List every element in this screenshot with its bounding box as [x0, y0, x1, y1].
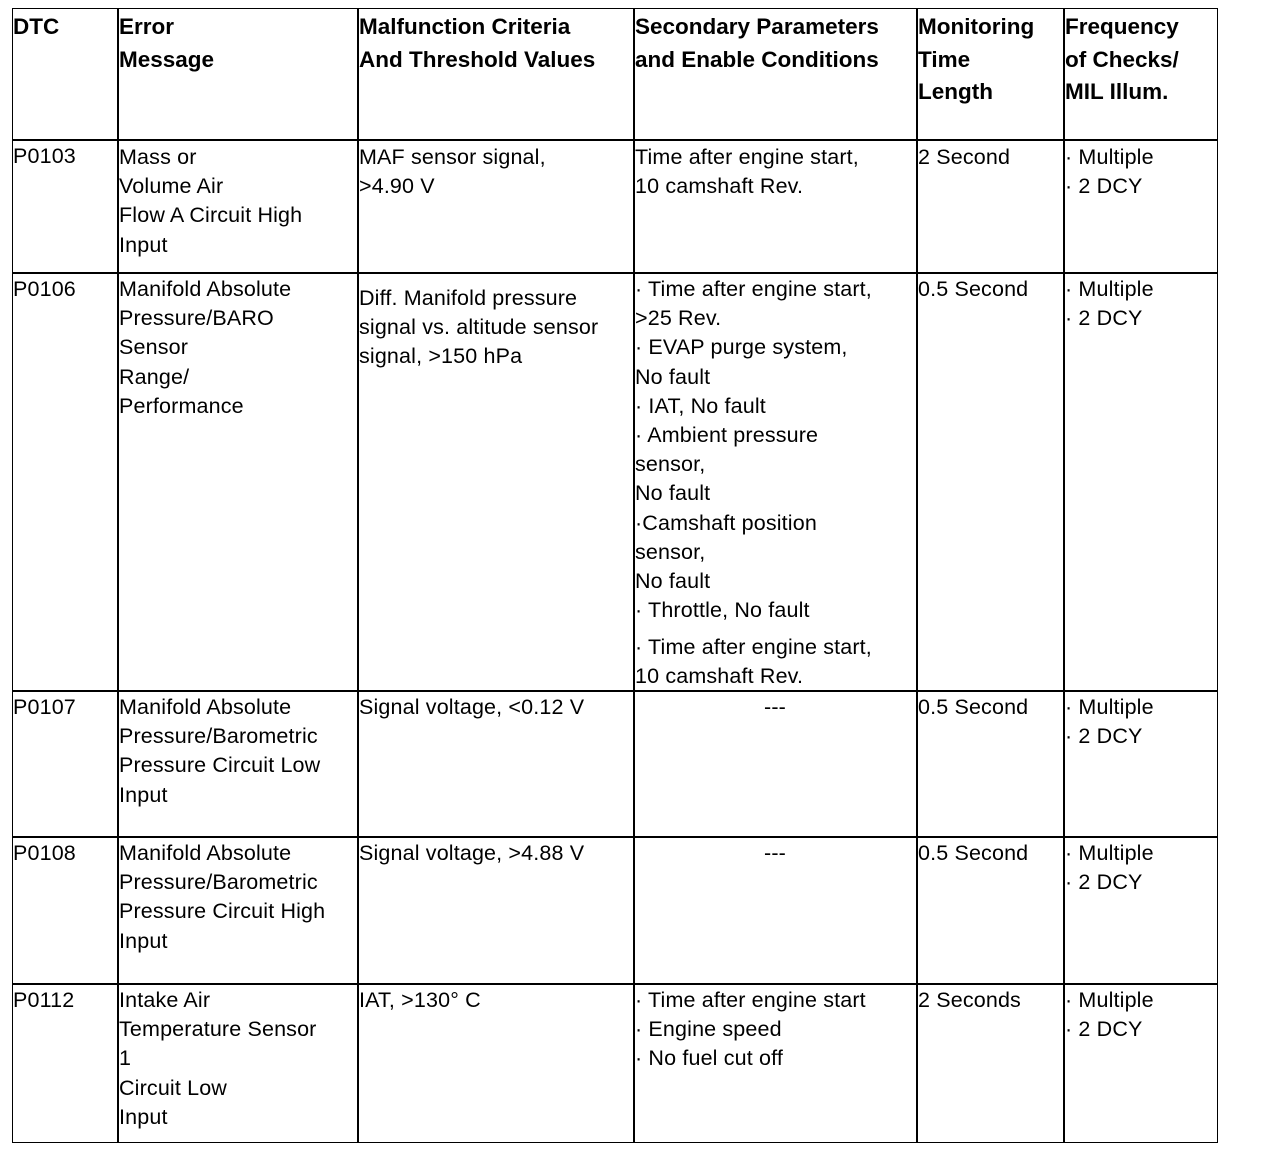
row-divider: [13, 836, 1217, 838]
dtc-table: [12, 8, 1218, 1143]
row-p0107-time: 0.5 Second: [918, 695, 1029, 719]
header-error-message: Error Message: [119, 14, 215, 72]
row-p0107-frequency: · Multiple · 2 DCY: [1065, 695, 1154, 749]
row-p0106-criteria: Diff. Manifold pressure signal vs. altitude sensor signal, >150 hPa: [359, 286, 599, 369]
row-p0108-secondary: ---: [764, 841, 786, 865]
row-p0106-time: 0.5 Second: [918, 277, 1029, 301]
row-p0106-secondary-extra: · Time after engine start, 10 camshaft Rev.: [635, 635, 872, 689]
row-divider: [13, 983, 1217, 985]
row-p0112-message: Intake Air Temperature Sensor 1 Circuit Low Input: [119, 988, 317, 1129]
row-p0107-criteria: Signal voltage, <0.12 V: [359, 695, 585, 719]
row-divider: [13, 272, 1217, 274]
row-p0106-dtc: P0106: [13, 277, 76, 301]
row-p0107-dtc: P0107: [13, 695, 76, 719]
row-p0108-message: Manifold Absolute Pressure/Barometric Pressure Circuit High Input: [119, 841, 326, 953]
row-p0108-criteria: Signal voltage, >4.88 V: [359, 841, 585, 865]
row-p0106-secondary: · Time after engine start, >25 Rev. · EVAP purge system, No fault · IAT, No fault · Ambient pressure sensor, No fault ·Camshaft position sensor, No fault · Throttle, No fault: [635, 277, 872, 623]
row-p0106-message: Manifold Absolute Pressure/BARO Sensor Range/ Performance: [119, 277, 292, 418]
row-p0106-frequency: · Multiple · 2 DCY: [1065, 277, 1154, 331]
row-p0107-message: Manifold Absolute Pressure/Barometric Pressure Circuit Low Input: [119, 695, 321, 807]
header-frequency: Frequency of Checks/ MIL Illum.: [1065, 14, 1179, 104]
row-p0108-frequency: · Multiple · 2 DCY: [1065, 841, 1154, 895]
row-p0112-criteria: IAT, >130° C: [359, 988, 481, 1012]
row-divider: [13, 139, 1217, 141]
row-p0103-secondary: Time after engine start, 10 camshaft Rev.: [635, 145, 859, 199]
header-dtc: DTC: [13, 14, 60, 39]
row-p0103-dtc: P0103: [13, 144, 76, 168]
row-p0112-dtc: P0112: [13, 988, 75, 1012]
row-p0112-time: 2 Seconds: [918, 988, 1021, 1012]
row-p0112-frequency: · Multiple · 2 DCY: [1065, 988, 1154, 1042]
row-p0108-time: 0.5 Second: [918, 841, 1029, 865]
row-p0107-secondary: ---: [764, 695, 786, 719]
row-p0108-dtc: P0108: [13, 841, 76, 865]
row-p0103-frequency: · Multiple · 2 DCY: [1065, 145, 1154, 199]
row-p0112-secondary: · Time after engine start · Engine speed · No fuel cut off: [635, 988, 866, 1071]
row-p0103-message: Mass or Volume Air Flow A Circuit High Input: [119, 145, 303, 257]
header-monitoring-time: Monitoring Time Length: [918, 14, 1035, 104]
row-p0103-criteria: MAF sensor signal, >4.90 V: [359, 145, 546, 199]
row-divider: [13, 690, 1217, 692]
header-secondary-parameters: Secondary Parameters and Enable Conditions: [635, 14, 879, 72]
header-malfunction-criteria: Malfunction Criteria And Threshold Values: [359, 14, 596, 72]
row-p0103-time: 2 Second: [918, 145, 1011, 169]
